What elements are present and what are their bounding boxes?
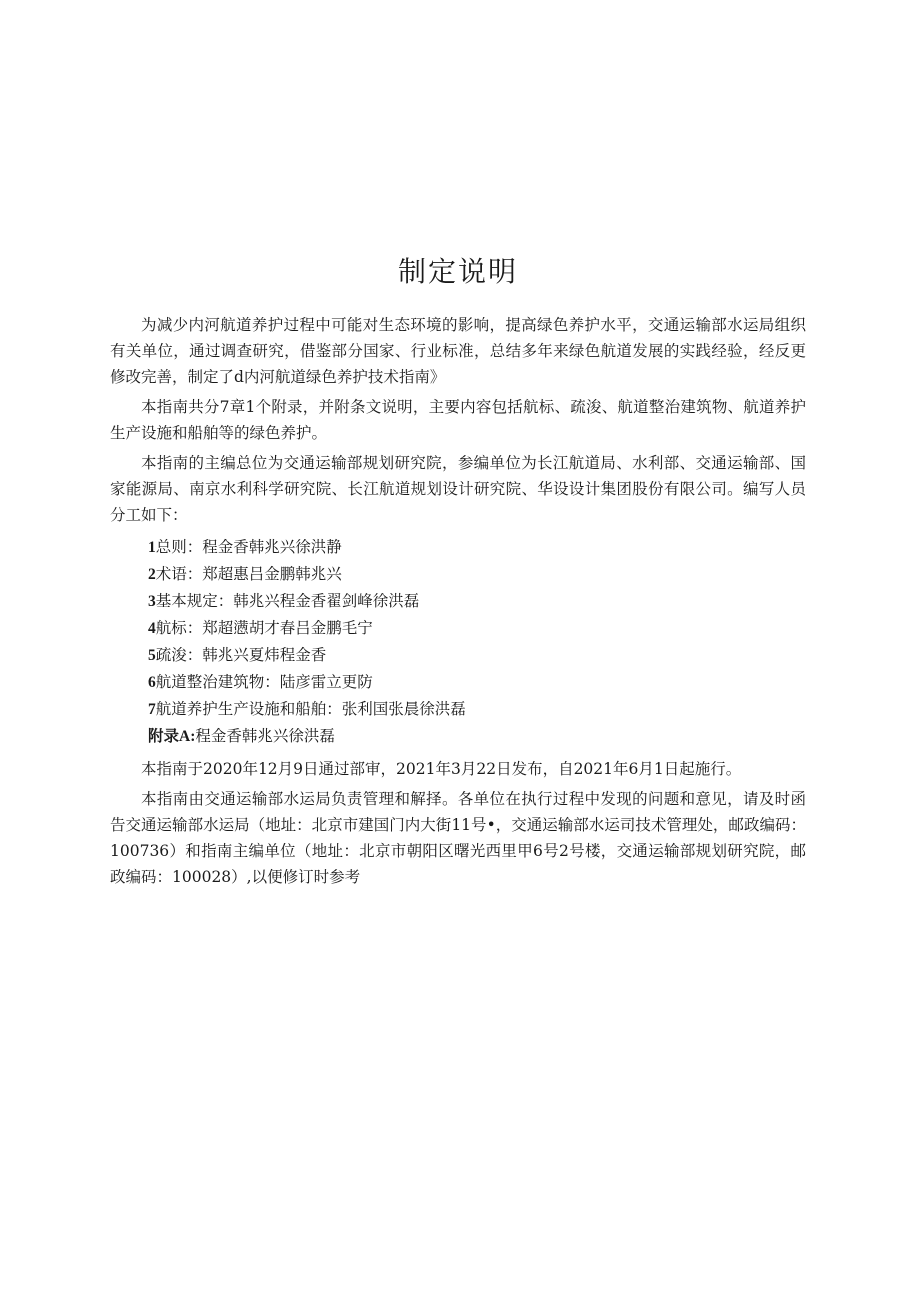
list-item: 6航道整治建筑物：陆彦雷立更防 — [148, 673, 373, 691]
list-item: 附录A:程金香韩兆兴徐洪磊 — [148, 727, 335, 745]
list-item: 3基本规定：韩兆兴程金香翟剑峰徐洪磊 — [148, 592, 420, 610]
scope-paragraph: 本指南共分7章1个附录，并附条文说明，主要内容包括航标、疏浚、航道整治建筑物、航道养护生产设施和船舶等的绿色养护。 — [110, 398, 806, 442]
approval-paragraph: 本指南于2020年12月9日通过部审，2021年3月22日发布，自2021年6月1日起施行。 — [141, 760, 742, 778]
document-page — [110, 250, 806, 894]
list-item: 2术语：郑超惠吕金鹏韩兆兴 — [148, 565, 342, 583]
contact-paragraph: 本指南由交通运输部水运局负责管理和解择。各单位在执行过程中发现的问题和意见，请及时函告交通运输部水运局（地址：北京市建国门内大街11号•，交通运输部水运司技术管理处，邮政编码：100736）和指南主编单位（地址：北京市朝阳区曙光西里甲6号2号楼，交通运输部规划研究院，邮政编码：100028）,以便修订时参考 — [110, 790, 806, 886]
units-paragraph: 本指南的主编总位为交通运输部规划研究院，参编单位为长江航道局、水利部、交通运输部、国家能源局、南京水利科学研究院、长江航道规划设计研究院、华设设计集团股份有限公司。编写人员分工如下： — [110, 454, 806, 524]
assignment-list — [110, 534, 806, 750]
page-title: 制定说明 — [397, 255, 518, 288]
intro-paragraph: 为减少内河航道养护过程中可能对生态环境的影响，提高绿色养护水平，交通运输部水运局组织有关单位，通过调查研究，借鉴部分国家、行业标准，总结多年来绿色航道发展的实践经验，经反更修改完善，制定了d内河航道绿色养护技术指南》 — [110, 316, 806, 386]
list-item: 5疏浚：韩兆兴夏炜程金香 — [148, 646, 327, 664]
list-item: 1总则：程金香韩兆兴徐洪静 — [148, 538, 342, 556]
list-item: 7航道养护生产设施和船舶：张利国张晨徐洪磊 — [148, 700, 466, 718]
list-item: 4航标：郑超懑胡才春吕金鹏毛宁 — [148, 619, 373, 637]
